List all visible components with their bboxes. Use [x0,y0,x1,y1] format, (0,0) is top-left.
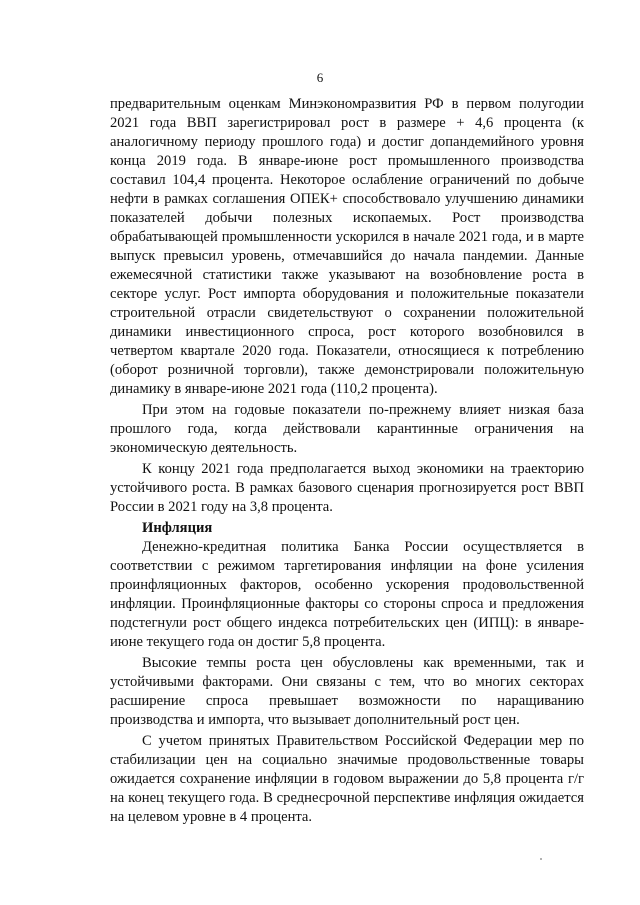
scan-speck [540,858,542,860]
paragraph-price-growth: Высокие темпы роста цен обусловлены как временными, так и устойчивыми факторами. Они связаны с тем, что во многих секторах расширение спроса превышает возможности по наращиванию производства и импорта, что вызывает дополнительный рост цен. [110,655,584,728]
page-number: 6 [316,70,324,85]
paragraph-gdp-estimates: предварительным оценкам Минэкономразвития РФ в первом полугодии 2021 года ВВП зарегистрировал рост в размере + 4,6 процента (к аналогичному периоду прошлого года) и достиг допандемийного уровня конца 2019 года. В январе-июне рост промышленного производства составил 104,4 процента. Некоторое ослабление ограничений по добыче нефти в рамках соглашения ОПЕК+ способствовало улучшению динамики показателей добычи полезных ископаемых. Рост производства обрабатывающей промышленности ускорился в начале 2021 года, и в марте выпуск превысил уровень, отмечавшийся до начала пандемии. Данные ежемесячной статистики также указывают на возобновление роста в секторе услуг. Рост импорта оборудования и положительные показатели строительной отрасли свидетельствуют о сохранении положительной динамики инвестиционного спроса, рост которого возобновился в четвертом квартале 2020 года. Показатели, относящиеся к потреблению (оборот розничной торговли), также демонстрировали положительную динамику в январе-июне 2021 года (110,2 процента). [110,96,584,397]
section-heading-inflation: Инфляция [142,520,213,536]
paragraph-gdp-forecast: К концу 2021 года предполагается выход экономики на траекторию устойчивого роста. В рамках базового сценария прогнозируется рост ВВП России в 2021 году на 3,8 процента. [110,461,584,515]
document-body [110,95,584,829]
paragraph-low-base: При этом на годовые показатели по-прежнему влияет низкая база прошлого года, когда действовали карантинные ограничения на экономическую деятельность. [110,402,584,456]
paragraph-inflation-outlook: С учетом принятых Правительством Российской Федерации мер по стабилизации цен на социально значимые продовольственные товары ожидается сохранение инфляции в годовом выражении до 5,8 процента г/г на конец текущего года. В среднесрочной перспективе инфляция ожидается на целевом уровне в 4 процента. [110,733,584,825]
paragraph-monetary-policy: Денежно-кредитная политика Банка России осуществляется в соответствии с режимом таргетирования инфляции на фоне усиления проинфляционных факторов, особенно ускорения продовольственной инфляции. Проинфляционные факторы со стороны спроса и предложения подстегнули рост общего индекса потребительских цен (ИПЦ): в январе-июне текущего года он достиг 5,8 процента. [110,539,584,650]
